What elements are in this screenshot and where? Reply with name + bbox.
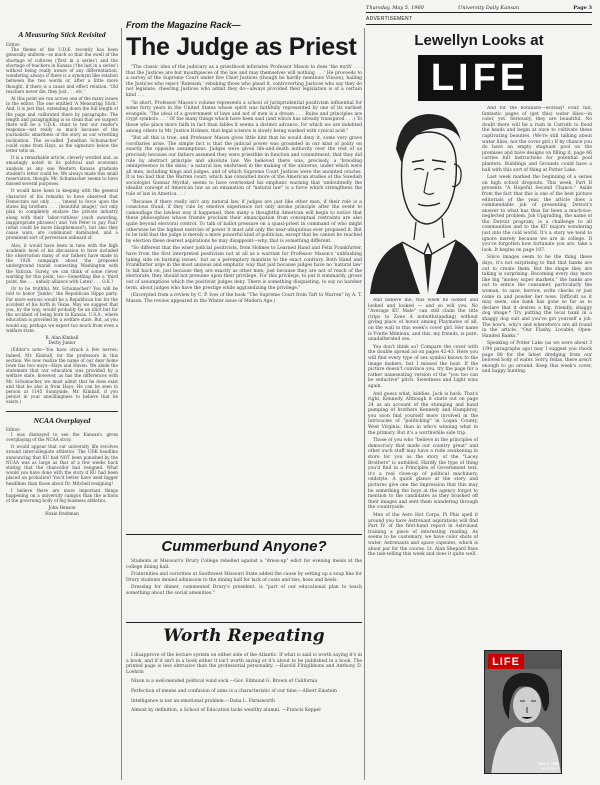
paragraph: Speaking of Potter Lake (as we were about 3 1/94 paragraphs ago) may I suggest you check page 88 for the latest dredging from our beloved body of water. Sorry, fellas, there aren't enough to go around. Keep this week's cover, and happy hunting. (482, 341, 592, 375)
cummerbund-rule (126, 534, 362, 535)
editors-note: (Editor's note—You have struck a few nerves; indeed, Mr. Kimball, for the professors in this section. We now realize the name of our dear home town has two ways—Hays and Haven. We abide the statement that our education was provided by a welfare state, however, as has the differences with Mr. Schumacher, we must admit that he does exist and that he also is from Hays. He can be seen in person at 1145 Sunnyside, Mr. Kimball, if you persist in your unwillingness to believe that he exists.) (6, 347, 118, 405)
header-date: Thursday, May 5, 1960 (366, 5, 424, 11)
life-cover-price: 20 CENTS (541, 767, 559, 771)
paragraph: And believe me, this week he looked and looked and looked — and so will you. No "Average KU Male" can still claim the title (trips to Zone A notwithstanding) without giving place of honor among Playmates of all, on the wall to this week's cover girl. Her name is Yvette Mimieux, and this, my friends, is pure, unadulterated sex. (368, 298, 478, 343)
ncaa-headline: NCAA Overplayed (33, 415, 91, 425)
portrait-hair (396, 114, 461, 164)
columnist-portrait (366, 104, 478, 294)
paragraph: You don't think so? Compare the cover with the double spread ad on pages 42-43. Here you will find every type of sex symbol known to the image makers, but I missed the boat. If the picture doesn't convince you, try the page for a rather naueseating version of the "you too can be seductive" pitch. Sweetness and Light wins again. (368, 344, 478, 389)
lewellyn-col2-body (482, 106, 592, 375)
paragraph: "Because if there really isn't any natural law, if judges are just like other men, if their role is a conscious fraud, if they rule by emotive experience not only invoke principle after the event to camouflage the lawless way it happened, then many a thoughtful American will begin to notice that these philosophies whose friends proclaim their emancipation from conceptual restraints are also quite beyond electoral control. To talk of ballot pressure on a quasi-priest in command of who might otherwise be the highest exercise of power it must add only the near-ubiquitous ever proposed it. But to be told that the judge is merely a more powerful kind of politician, except that he cannot be reached by election these dearest aspirations he may disappoint—why, that is something different. (126, 199, 362, 244)
cummerbund-body (126, 559, 362, 597)
measuring-stick-headline: A Measuring Stick Revisited (18, 30, 106, 39)
paragraph: It would have been in keeping with the general character of his remarks to have observed that Democrats not only . . . 'intend to force upon the states big brothers . . . (beautiful image),' not only plan to completely enslave the private industry along with their 'labor-ruthless' (such awarding, inappropriate phrases!) and 'rob Peter to pay Paul' (what could be more blasphemous?), but also they cause wars, are communist dominated, and a prominent sort of perversion unheard of. (6, 188, 118, 241)
paragraph: Since images seem to be the thing these days, it's not surprising to find that banks are out to create them. But the shape they are taking is surprising. Becoming every day more like big "money super markets," the banks are out to entice the consumer, particularly the woman, to save, borrow, write checks or just come in and powder her nose. Difficult as it may seem, one bank has gone so far as to declare that it desires a big, friendly, shaggy dog image.* Try putting the local bank in a shaggy dog suit and you've got yourself a job. The how's, why's and wherefore's are all found in the article, "Our Flashy, Lovable, Open-Handed Banks." (482, 255, 592, 339)
quote: Nixon is a well-mended political wind sock.—Gov. Edmund G. Brown of California (131, 679, 318, 685)
paragraph: At this point we run across one of the many issues in the editor. The one entitled 'A Measuring Stick.' And, it is just that, extending down the full length of the page and calibrated there by paragraphs. The length and paragraphing is so clean that we suspect there will be a U.D.K. stunt to test our reader's response—not really so much because of the journalistic smartness of the story as our wrestling inclination. The so-called 'Jonathan Schumacher' could come from Hays, as the signature below the letter tells us. (6, 96, 118, 154)
portrait-eyes (414, 169, 444, 171)
header-page: Page 3 (573, 5, 592, 11)
paragraph: "In short, Professor Mason's volume represents a school of jurisprudential positivism influential for some forty years in the United States whose spirit was faithfully represented by one of its earliest evangels: 'The ideal of a government of laws and not of men is a dream . . . Rules and principles are crypt symbols . . .' Of the many things which have been said (and which has already transpired . . .) To those who place more faith in fact than fables it seems a distinct advance, for which we are indebted among others to Mr. Justice Holmes, that legal science is slowly being washed with cynical acid." (126, 100, 362, 134)
magazine-rack-kicker: From the Magazine Rack— (126, 20, 241, 30)
quote: I disapprove of the lecture system on either side of the Atlantic. If what is said is worth saying it's in a book, and if it isn't in a book either it isn't worth saying or it's about to be published in a book. The printed page is less obtrusive than the professorial personality. —Harold Fitzgibbons and Anthony D. Loehrin (126, 653, 362, 675)
paragraph: Men of the Aero Hot Corps, Pi Phis spell it around you have Astronaut aspirations will find Part IV of the first-hand report in Astronaut training a piece of interesting reading. As seems to be customary, we have color shots of water, Astronauts and space capsules, which is about par for the course. Lt. Alan Shepard fixes the tale-telling this week and does it quite well. (368, 512, 478, 558)
cover-girl-photo (485, 669, 562, 774)
paragraph: Students at Missouri's Drury College rebelled against a "dress-up" edict for evening meals at the college dining hall. (126, 559, 362, 570)
lewellyn-headline: Lewellyn Looks at (414, 32, 544, 49)
portrait-mouth (418, 203, 440, 206)
worth-repeating-rule (126, 622, 362, 623)
paragraph: I believe there are more important things happening on a university campus than the actions of the governing body of big business athletics. (6, 487, 118, 504)
paragraph: Also, it would have been in tune with the high academic level of his discussion to have included the observation many of our fathers have made in the 1928 campaign about the proposed underground tunnel connecting Washington with the Vatican. Surely, we can think of some clever wording for this point, too—Something like a 'third point, the . . . unholy alliance with Latex' . . . O.K.? (6, 242, 118, 284)
worth-repeating-headline: Worth Repeating (163, 626, 325, 646)
cummerbund-section (126, 538, 362, 620)
paragraph: Last week marked the beginning of a series on high school dropouts. This week, Part II presents "A Hopeful Second Chance." Aside from the fact that this is one of the best picture editorials of the year, the article does a commendable job of presenting Detroit's answer to what has thus far been a much-too-neglected problem. Job Upgrading, the name of the Detroit program, is a challenge to all communities and to the KU majors wondering just into the cold world. It's a story we tend to ignore merely because we are in college. If you've forgotten how fortunate you are, take a look. It begins on page 107. (482, 175, 592, 253)
left-column (6, 30, 118, 780)
life-logo (418, 55, 542, 101)
paragraph: And for the botanists—ecstasy! Four, full, fantastic pages of (get this) water lilies—in color, yet. Seriously, they are beautiful. No doubt there will be a rush in Carruth to flood the heads and begin at once to cultivate these captivating beauties. (We're still talking about water lilies, not the cover girl.) If by chance you do have an empty stagnant pool on the premises and have designs on filling it, page 66 carries full instructions for potential pool planters. Buildings and Grounds could have a ball with this sort of thing at Potter Lake. (482, 106, 592, 173)
portrait-tie (424, 254, 432, 294)
paragraph: Those of you who "believe in the principles of democracy that made our country great" and other such stuff may have a rude awakening in store for you as the story of the "Lacey Brothers" is unfolded. Hardly the type of thing you'd find in a Principles of Government text, it's a real close-up of political machinery, oddstyle. A quick glance at the story and pictures give one the impression that this may be something the boys at the agency forgot to mention to the candidates as they brushed off their images and sent them wandering through the countryside. (368, 438, 478, 511)
column-divider (121, 28, 122, 780)
paragraph: It would appear that our university life revolves around intercollegiate athletics. The UDK headline announcing that KU had NOT been punished by the NCAA was as large as that of a few weeks back stating that the chancellor had resigned. What would you have done with the story if KU had been placed on probation? You'd better have used bigger headlines than those about Dr. Mitchell resigning! (6, 444, 118, 486)
page-header (366, 5, 592, 13)
ad-rule (366, 24, 592, 25)
paragraph: "But all this is true, and Professor Mason gives little hint that he would deny it, some very grave corollaries arise. The simple fact is that the judicial power was grounded in our kind of polity on exactly the opposite assumptions. Judges were given life-and-death authority over the rest of us precisely because our fathers assumed they were priestlike in function and commitment, that they did rule by abstract principle and absolute law. We believed there was, precisely, a 'brooding omnipresence in the skies,' a natural law, enshrined in the making of the universe, under which were all men, including kings and judges, and of which Supreme Court Justices were the anointed oracles. It is too bad that the Warren court, which has consulted more of the American studies of the Swedish sociologist Gunnar Myrdal, seems to have overlooked his emphatic warning that 'undoubtedly the idealist concept of American law as an emanation of "natural law" is a force which strengthens the rule of law in America . . .' (126, 136, 362, 198)
paragraph: "So different that the wiser judicial positivists, from Holmes to Learned Hand and Felix Frankfurter, have from the first interpreted positivism not at all as a warrant for Professor Mason's 'unblushing taking side on burning issues,' but as a peremptory mandate to the exact contrary. Both Hand and Frankfurter urge in the most anxious and emphatic way that just because judges have no 'natural law' to fall back on, just because they are exactly as other men, just because they are not of reach of the electorate, they should not presume upon their privilege. For this privilege, to put it summarily, grows out of assumptions which the positivist judges deny. There is something disquieting, to say no harsher term, about judges who have the prestige while aggrandizing the privilege." (126, 246, 362, 291)
paragraph: "The classic idea of the judiciary as a priesthood infuriates Professor Mason to does 'the myth' . . . that the Justices are but mouthpieces of the law and may themselves will nothing . . .' He proceeds to a survey of the Supreme Court under five Chief Justices (though he hardly mentions Vinson), hailing the Justices who reject 'Robeism,' rebuking those who plead it, controverting Justices who say they do not legislate, cheering Justices who admit they do—always provided their legislation is of a certain kind . . . (126, 65, 362, 98)
paragraph: Or to be truthful, Mr. Schumacher? You will be told to honor 'Jumbo,' the Republican Hippo party. Far more serious would be a Republican but for the accident of his birth in Texas. May we suggest that you, by the way, would probably be an idiot but for the accident of being born in Kansas. U.S.A., where education is provided by a welfare state. But, as you would say, perhaps we expect too much from even a welfare state. (6, 286, 118, 333)
measuring-stick-signature: B. Alan Kimball Derby Junior (45, 334, 79, 346)
paragraph: I was dismayed to see the Kansan's gross overplaying of the NCAA story. (6, 431, 118, 443)
paragraph: Fraternities and sororities at Southwest Missouri State added the cause by setting up a soup line for Drury students denied admission to the dining hall for lack of coats and ties, hose and heels. (126, 572, 362, 583)
cummerbund-headline: Cummerbund Anyone? (161, 538, 327, 555)
ncaa-divider (6, 411, 118, 412)
judge-priest-headline: The Judge as Priest (126, 33, 357, 61)
portrait-collar (402, 240, 456, 254)
paragraph: (Excerpted from a review by C. P. Ives of the book "The Supreme Court from Taft to Warren" by A. T. Mason. The review appeared in the Winter issue of Modern Age.) (126, 293, 362, 304)
life-cover-logo-text: LIFE (492, 655, 520, 668)
portrait-jacket (370, 240, 478, 294)
quote: Intelligence is not an emotional problem.—Dana L. Farnsworth (131, 698, 275, 704)
portrait-eyebrow (412, 160, 446, 162)
worth-repeating-quotes (126, 653, 362, 714)
advertisement-label: ADVERTISEMENT (366, 16, 413, 22)
ncaa-body (6, 432, 118, 504)
measuring-stick-body (6, 47, 118, 333)
paragraph: And guess what, kiddies. Jack is back. That's right, Kennedy. Although it starts out on page 24 as an account of the stumping and hand pumping of brothers Kennedy and Humphrey, you soon find yourself more involved in the intricacies of "politicking" in Logan County, West Virginia, than in who's winning what in the primary. But it's a worthwhile side trip. (368, 391, 478, 436)
life-cover-logo (488, 654, 524, 669)
quote: Almost by definition, a School of Education lacks wealthy alumni. —Francis Keppel (131, 708, 321, 714)
judge-priest-body (126, 65, 362, 304)
column-divider (364, 28, 365, 780)
ncaa-editor: Editor: (6, 426, 21, 432)
paragraph: It is a remarkable article, cleverly worded and, as amazingly noted in its political and economic analysis as any one Western Kansas graduate student's letter could be. We always made this small reservation, though: Mr. Schumacher seems to have missed several purposes. (6, 155, 118, 187)
life-cover-date: MAY 2, 1960 (538, 762, 559, 766)
portrait-nose (424, 172, 434, 194)
measuring-stick-editor: Editor: (6, 42, 21, 47)
ncaa-signature: John Henson Hoxie freshman (45, 505, 79, 516)
life-logo-text: LIFE (430, 57, 530, 99)
lewellyn-col1-body (368, 298, 478, 558)
worth-repeating-section (126, 625, 362, 781)
lewellyn-col2 (482, 106, 592, 646)
lewellyn-col1 (368, 298, 478, 778)
paragraph: The theme of the U.D.K. recently has been generally uniform—so much so that the swell of the shortage of cultures ('first in a series') and the shortage of teachers in Kansas ('the last in a series') without being really aware of any differentiation, wondering always if there is a synonym like relation between the two words or, after a little more thought, if there is a cause and effect relation. 'Old teachers never die, they just . . . etc.' (6, 47, 118, 94)
header-paper: University Daily Kansan (458, 5, 520, 11)
portrait-face (402, 132, 457, 224)
life-cover (484, 650, 562, 774)
quote: Perfection of means and confusion of aims is a characteristic of our time.—Albert Einstein (131, 688, 337, 694)
paragraph: Dressing for dinner, commented Drury's president, is "part of our educational plan to teach something about the social amenities." (126, 585, 362, 596)
